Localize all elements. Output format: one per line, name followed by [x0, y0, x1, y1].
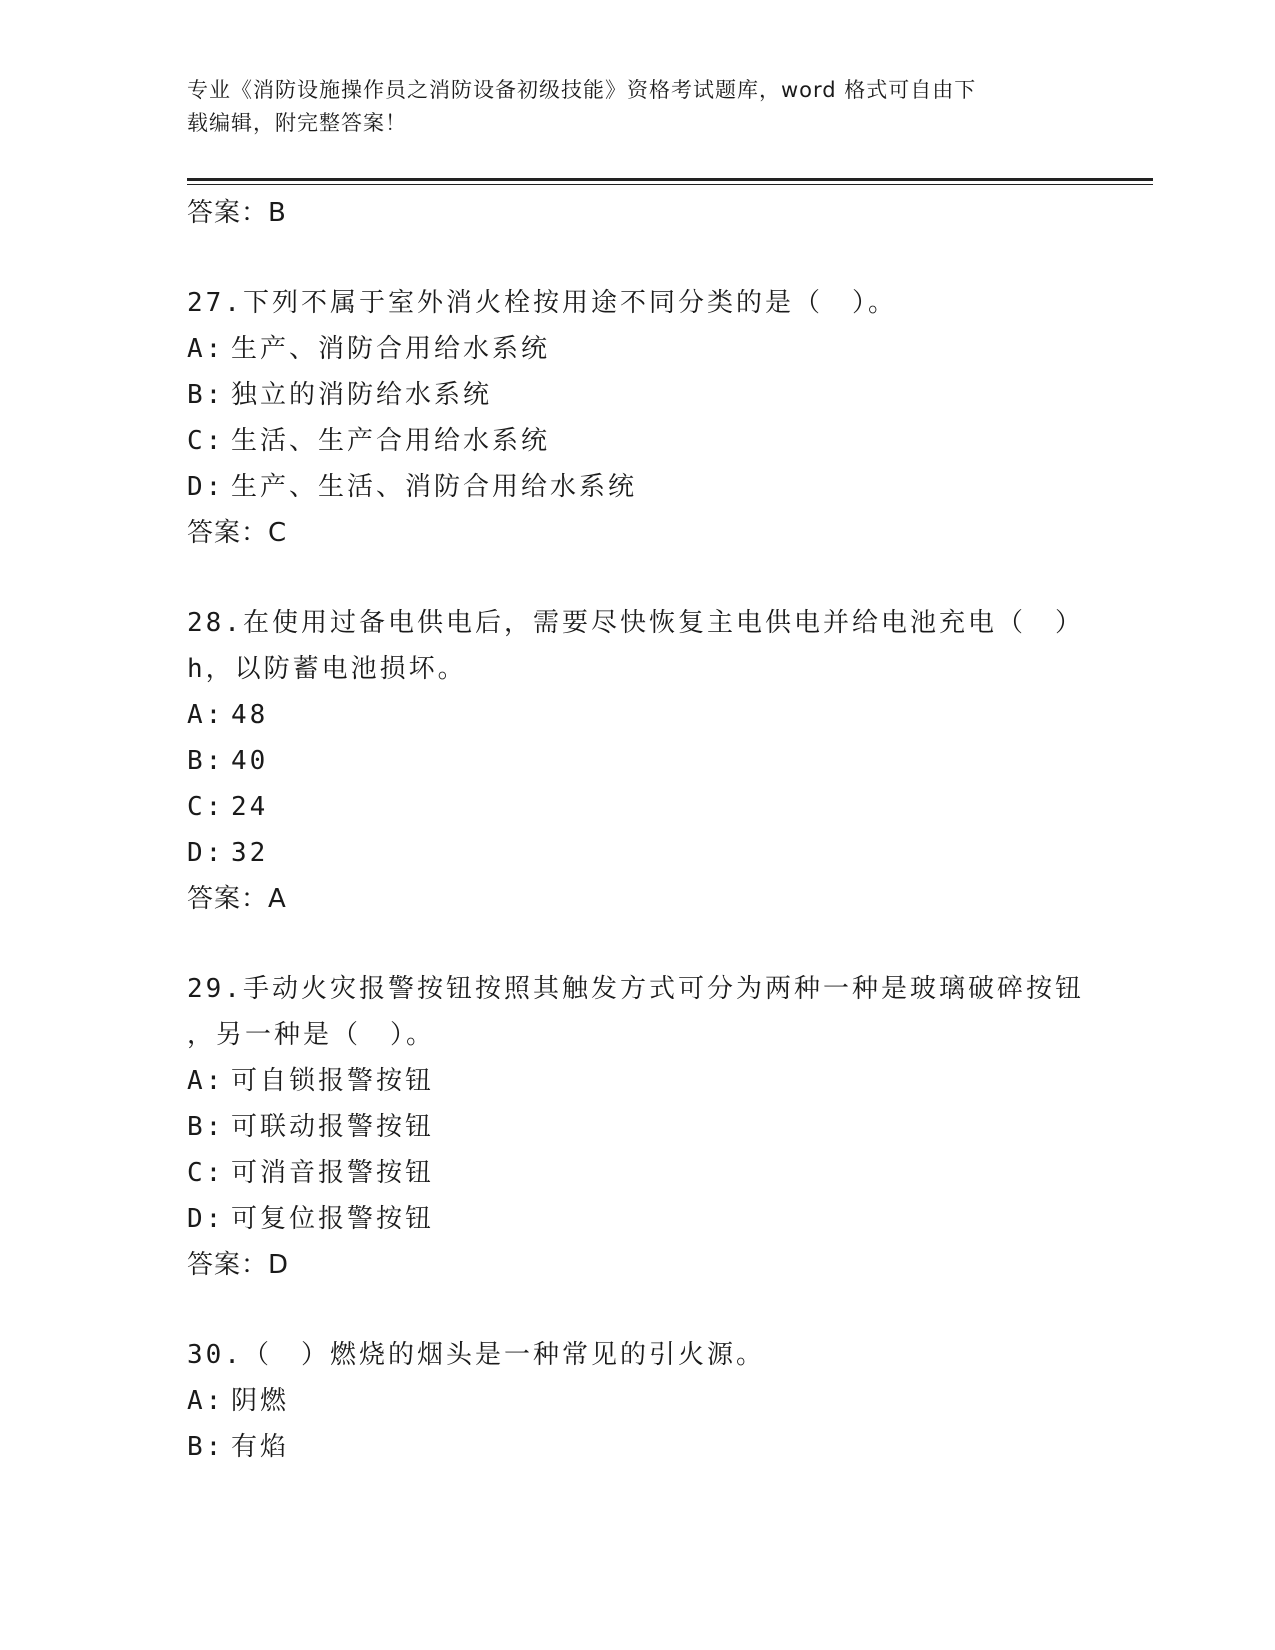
- question-block: [187, 1332, 1087, 1470]
- option-row: [187, 464, 1087, 510]
- option-row: [187, 1058, 1087, 1104]
- answer-line: 答案：C: [187, 518, 288, 548]
- option-letter: A:: [187, 700, 225, 730]
- option-text: 24: [231, 792, 269, 822]
- option-text: 40: [231, 746, 269, 776]
- option-row: [187, 1378, 1087, 1424]
- option-row: [187, 692, 1087, 738]
- option-text: 生产、生活、消防合用给水系统: [231, 472, 638, 502]
- option-text: 生产、消防合用给水系统: [231, 334, 551, 364]
- option-letter: D:: [187, 838, 225, 868]
- option-letter: A:: [187, 1066, 225, 1096]
- option-row: [187, 418, 1087, 464]
- option-letter: C:: [187, 426, 225, 456]
- answer-line: 答案：B: [187, 198, 287, 228]
- option-letter: B:: [187, 380, 225, 410]
- option-letter: B:: [187, 1432, 225, 1462]
- option-letter: D:: [187, 472, 225, 502]
- option-text: 生活、生产合用给水系统: [231, 426, 551, 456]
- option-letter: A:: [187, 1386, 225, 1416]
- option-text: 可自锁报警按钮: [231, 1066, 435, 1096]
- question-block: [187, 600, 1087, 922]
- option-row: [187, 1424, 1087, 1470]
- option-text: 32: [231, 838, 269, 868]
- header-line-2: 载编辑，附完整答案！: [187, 111, 407, 135]
- option-letter: C:: [187, 792, 225, 822]
- option-letter: D:: [187, 1204, 225, 1234]
- question-text: 30.（ ）燃烧的烟头是一种常见的引火源。: [187, 1340, 765, 1370]
- option-text: 可消音报警按钮: [231, 1158, 435, 1188]
- option-row: [187, 326, 1087, 372]
- option-row: [187, 830, 1087, 876]
- option-text: 48: [231, 700, 269, 730]
- header-line-1: 专业《消防设施操作员之消防设备初级技能》资格考试题库，word 格式可自由下: [187, 78, 977, 102]
- question-content: [187, 190, 1087, 1470]
- question-block: [187, 966, 1087, 1288]
- question-text: h，以防蓄电池损坏。: [187, 654, 467, 684]
- option-text: 可复位报警按钮: [231, 1204, 435, 1234]
- answer-line: 答案：D: [187, 1250, 290, 1280]
- question-text: 29.手动火灾报警按钮按照其触发方式可分为两种一种是玻璃破碎按钮: [187, 974, 1084, 1004]
- option-letter: B:: [187, 746, 225, 776]
- document-header: [187, 74, 1067, 140]
- option-row: [187, 1196, 1087, 1242]
- option-row: [187, 1150, 1087, 1196]
- header-rule-thin: [187, 184, 1153, 185]
- option-text: 可联动报警按钮: [231, 1112, 435, 1142]
- answer-line: 答案：A: [187, 884, 287, 914]
- option-row: [187, 738, 1087, 784]
- option-text: 阴燃: [231, 1386, 290, 1416]
- option-row: [187, 372, 1087, 418]
- option-letter: B:: [187, 1112, 225, 1142]
- option-letter: C:: [187, 1158, 225, 1188]
- option-row: [187, 784, 1087, 830]
- option-text: 独立的消防给水系统: [231, 380, 493, 410]
- question-text: 27.下列不属于室外消火栓按用途不同分类的是（ ）。: [187, 288, 897, 318]
- option-text: 有焰: [231, 1432, 290, 1462]
- question-text: 28.在使用过备电供电后，需要尽快恢复主电供电并给电池充电（ ）: [187, 608, 1084, 638]
- option-letter: A:: [187, 334, 225, 364]
- header-rule-thick: [187, 178, 1153, 181]
- question-block: [187, 280, 1087, 556]
- option-row: [187, 1104, 1087, 1150]
- question-text: ，另一种是（ ）。: [187, 1020, 436, 1050]
